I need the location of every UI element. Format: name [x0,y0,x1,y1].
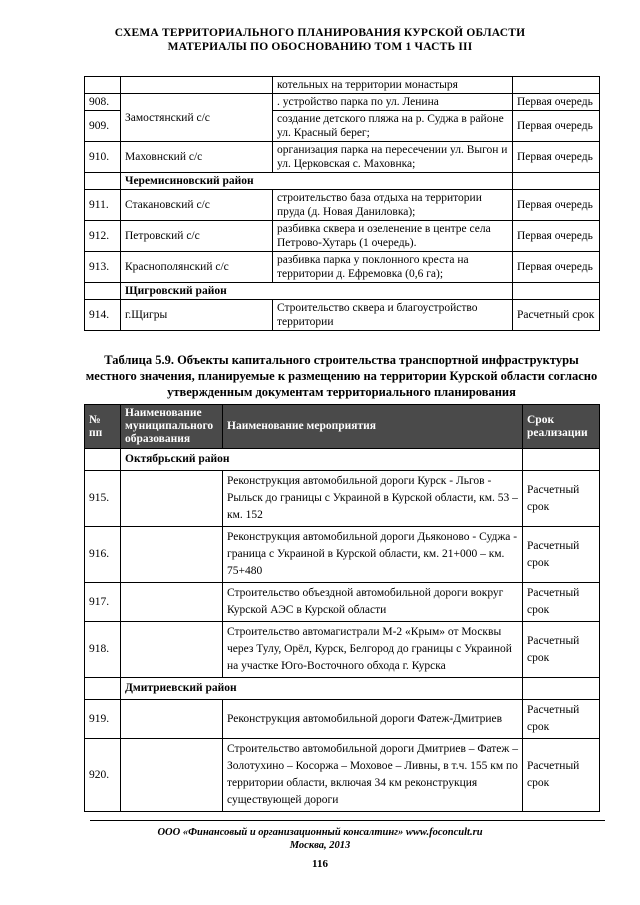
table-row [85,471,600,527]
table-row [85,700,600,739]
action-cell: Реконструкция автомобильной дороги Курск - Льгов - Рыльск до границы с Украиной в Курской области, км. 53 – км. 152 [223,471,523,527]
row-number: 914. [85,300,121,331]
row-number: 911. [85,190,121,221]
district-name: Октябрьский район [121,449,523,471]
action-cell: строительство база отдыха на территории пруда (д. Новая Даниловка); [273,190,513,221]
table-row [85,622,600,678]
district-row [85,449,600,471]
row-number: 917. [85,583,121,622]
term-cell: Первая очередь [513,111,600,142]
table-row [85,190,600,221]
row-number: 910. [85,142,121,173]
action-cell: Строительство автомобильной дороги Дмитриев – Фатеж – Золотухино – Косоржа – Моховое – Ливны, в т.ч. 155 км по территории области, включая 34 км реконструкция существующей дороги [223,739,523,812]
term-cell: Первая очередь [513,252,600,283]
action-cell: Строительство объездной автомобильной дороги вокруг Курской АЭС в Курской области [223,583,523,622]
footer-company: ООО «Финансовый и организационный консалтинг» www.foconcult.ru [157,827,483,838]
action-cell: Строительство автомагистрали М-2 «Крым» от Москвы через Тулу, Орёл, Курск, Белгород до границы с Украиной на участке Юго-Восточного обхода г. Курска [223,622,523,678]
term-cell: Первая очередь [513,190,600,221]
term-cell: Расчетный срок [523,527,600,583]
municipality-cell [121,583,223,622]
action-cell: организация парка на пересечении ул. Выгон и ул. Церковская с. Маховнка; [273,142,513,173]
table-row [85,77,600,94]
municipality-cell: Краснополянский с/с [121,252,273,283]
district-row [85,678,600,700]
term-cell: Первая очередь [513,221,600,252]
action-cell: Реконструкция автомобильной дороги Фатеж-Дмитриев [223,700,523,739]
page-footer [0,826,640,852]
table-row [85,527,600,583]
municipality-cell: Замостянский с/с [121,94,273,142]
row-number: 916. [85,527,121,583]
district-row [85,173,600,190]
column-header-municipality: Наименование муниципального образования [121,405,223,449]
district-name: Дмитриевский район [121,678,523,700]
term-cell: Расчетный срок [523,700,600,739]
page-number: 116 [312,858,328,870]
table-row [85,221,600,252]
table-transport-objects [84,404,600,812]
term-cell: Расчетный срок [513,300,600,331]
municipality-cell: Стакановский с/с [121,190,273,221]
row-number: 913. [85,252,121,283]
municipality-cell [121,471,223,527]
table-row [85,300,600,331]
column-header-action: Наименование мероприятия [223,405,523,449]
row-number: 920. [85,739,121,812]
term-cell: Первая очередь [513,142,600,173]
header-title: СХЕМА ТЕРРИТОРИАЛЬНОГО ПЛАНИРОВАНИЯ КУРСКОЙ ОБЛАСТИ [114,27,526,39]
table-caption: Таблица 5.9. Объекты капитального строительства транспортной инфраструктуры местного значения, планируемые к размещению на территории Курской области согласно утвержденным документам территориального планирования [85,353,598,399]
table-row [85,739,600,812]
page-header [0,26,640,54]
action-cell: создание детского пляжа на р. Суджа в районе ул. Красный берег; [273,111,513,142]
row-number: 915. [85,471,121,527]
action-cell: . устройство парка по ул. Ленина [273,94,513,111]
footer-divider [90,820,605,821]
table-recreation-objects [84,76,600,331]
column-header-term: Срок реализации [523,405,600,449]
row-number: 908. [85,94,121,111]
action-cell: разбивка парка у поклонного креста на территории д. Ефремовка (0,6 га); [273,252,513,283]
row-number: 918. [85,622,121,678]
table-header-row [85,405,600,449]
table-row [85,142,600,173]
footer-city-year: Москва, 2013 [289,840,351,851]
action-cell: Реконструкция автомобильной дороги Дьяконово - Суджа - граница с Украиной в Курской области, км. 21+000 – км. 75+480 [223,527,523,583]
municipality-cell [121,700,223,739]
term-cell: Расчетный срок [523,622,600,678]
municipality-cell [121,527,223,583]
table-row [85,94,600,111]
row-number: 912. [85,221,121,252]
municipality-cell: Петровский с/с [121,221,273,252]
district-name: Черемисиновский район [121,173,513,190]
action-cell: Строительство сквера и благоустройство территории [273,300,513,331]
header-subtitle: МАТЕРИАЛЫ ПО ОБОСНОВАНИЮ ТОМ 1 ЧАСТЬ III [167,41,473,53]
municipality-cell: Маховнский с/с [121,142,273,173]
column-header-number: № пп [85,405,121,449]
table-row [85,252,600,283]
term-cell: Расчетный срок [523,583,600,622]
row-number: 919. [85,700,121,739]
municipality-cell: г.Щигры [121,300,273,331]
term-cell: Расчетный срок [523,739,600,812]
action-cell: разбивка сквера и озеленение в центре села Петрово-Хутарь (1 очередь). [273,221,513,252]
municipality-cell [121,739,223,812]
district-name: Щигровский район [121,283,513,300]
table-row [85,583,600,622]
term-cell: Расчетный срок [523,471,600,527]
action-cell: котельных на территории монастыря [273,77,513,94]
district-row [85,283,600,300]
row-number: 909. [85,111,121,142]
term-cell: Первая очередь [513,94,600,111]
municipality-cell [121,622,223,678]
